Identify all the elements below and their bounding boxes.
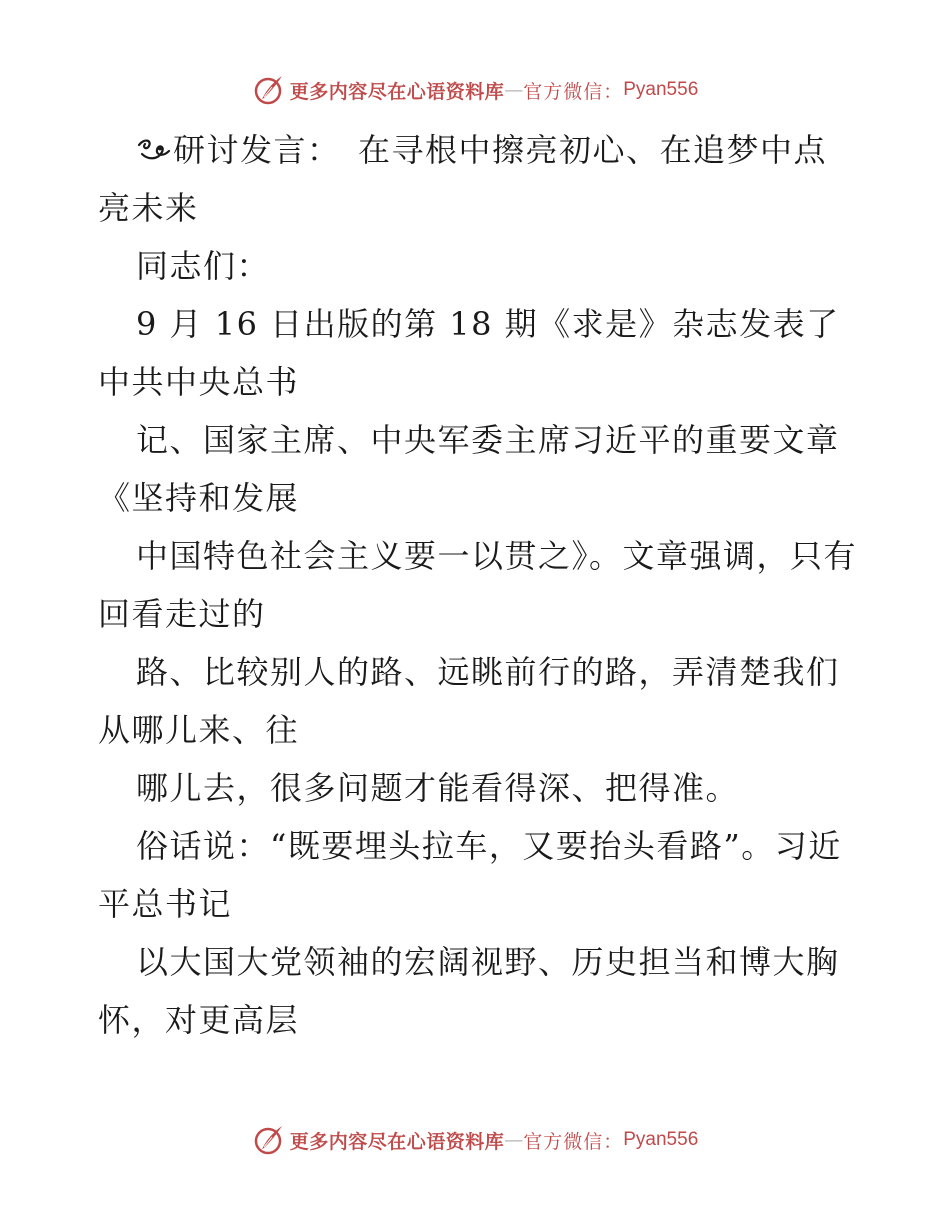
paragraph-line: 9 月 16 日出版的第 18 期《求是》杂志发表了中共中央总书 — [98, 305, 840, 401]
banner-wechat-id: Pyan556 — [623, 79, 699, 100]
flourish-icon — [136, 136, 172, 164]
paragraph-line: 路、比较别人的路、远眺前行的路，弄清楚我们从哪儿来、往 — [98, 653, 840, 749]
paragraph-line: 哪儿去，很多问题才能看得深、把得准。 — [136, 769, 740, 807]
banner-wechat-id: Pyan556 — [623, 1129, 699, 1150]
paragraph-line: 中国特色社会主义要一以贯之》。文章强调，只有回看走过的 — [98, 537, 858, 633]
banner-separator: — — [504, 1129, 524, 1151]
feather-pen-circle-icon — [252, 1123, 286, 1157]
header-watermark-banner — [0, 70, 950, 110]
feather-pen-circle-icon — [252, 73, 286, 107]
document-title — [98, 121, 858, 237]
banner-separator: — — [504, 79, 524, 101]
document-body — [98, 121, 858, 1049]
paragraph-line: 俗话说：“既要埋头拉车，又要抬头看路”。习近平总书记 — [98, 827, 842, 923]
banner-brand-text: 更多内容尽在心语资料库 — [289, 80, 505, 103]
paragraph-line: 记、国家主席、中央军委主席习近平的重要文章《坚持和发展 — [98, 421, 840, 517]
banner-wechat-label: 官方微信： — [523, 1130, 624, 1153]
paragraph-line: 以大国大党领袖的宏阔视野、历史担当和博大胸怀，对更高层 — [98, 943, 840, 1039]
banner-wechat-label: 官方微信： — [523, 80, 624, 103]
paragraph-line: 同志们： — [136, 247, 271, 285]
document-title-text: 研讨发言： 在寻根中擦亮初心、在追梦中点亮未来 — [98, 131, 828, 227]
banner-brand-text: 更多内容尽在心语资料库 — [289, 1130, 505, 1153]
footer-watermark-banner — [0, 1120, 950, 1160]
